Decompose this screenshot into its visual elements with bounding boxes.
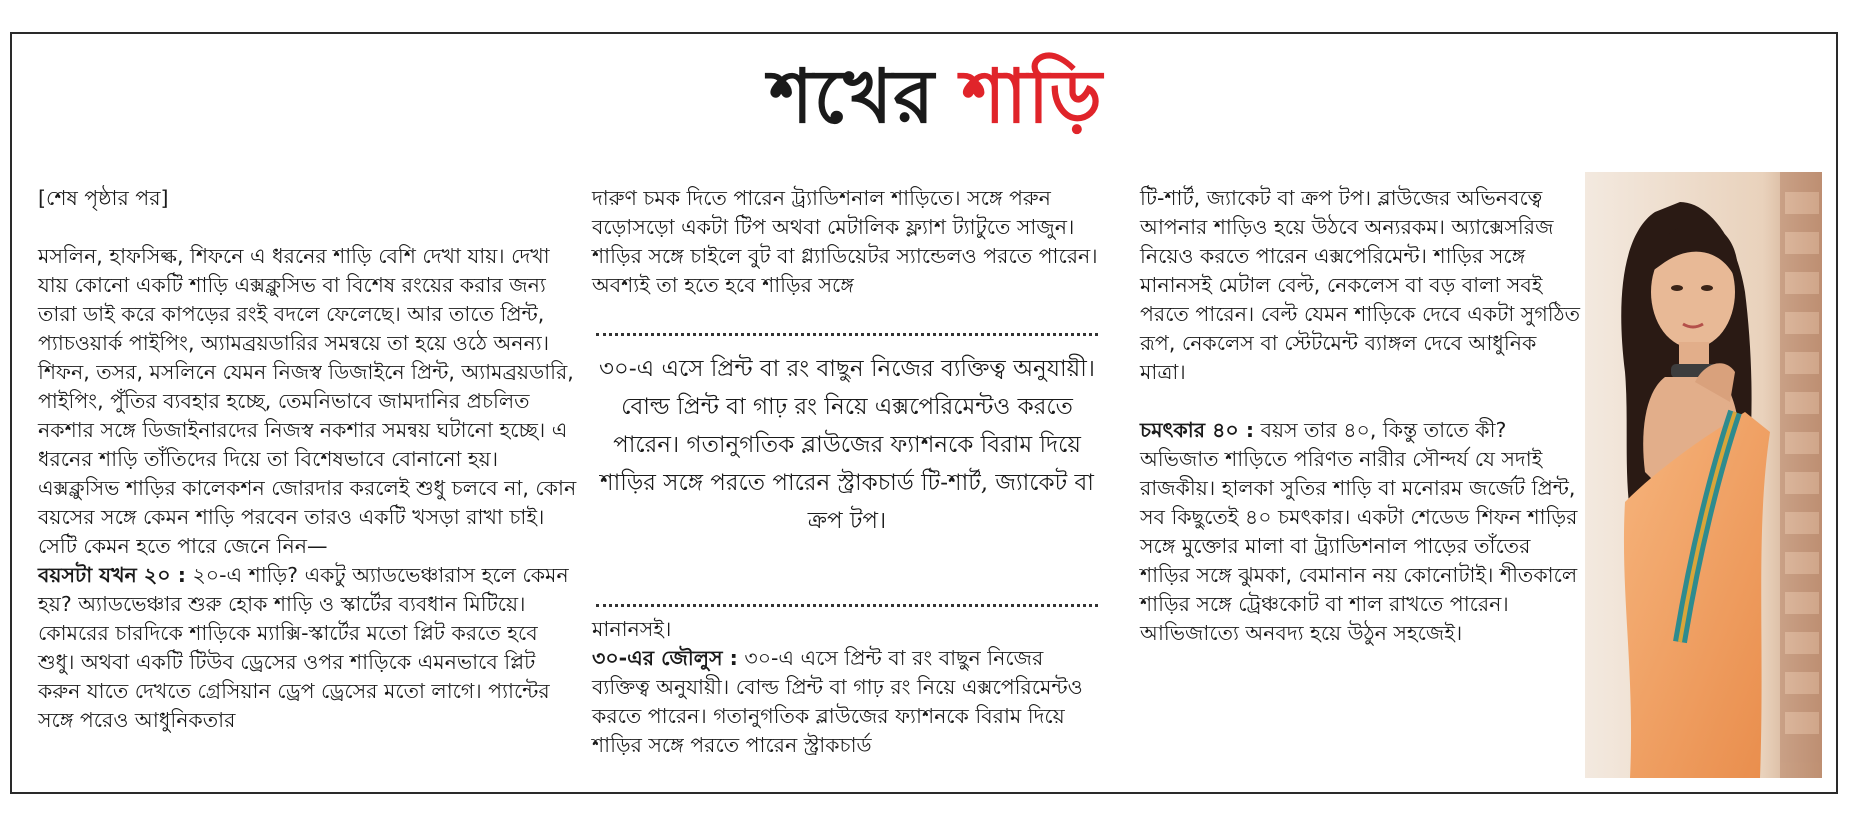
column-1	[38, 184, 578, 735]
model-photo	[1585, 172, 1822, 778]
paragraph-text: বয়স তার ৪০, কিন্তু তাতে কী? অভিজাত শাড়িতে পরিণত নারীর সৌন্দর্য যে সদাই রাজকীয়। হালকা সুতির শাড়ি বা মনোরম জর্জেট প্রিন্ট, সব কিছুতেই ৪০ চমৎকার। একটা শেডেড শিফন শাড়ির সঙ্গে মুক্তোর মালা বা ট্র্যাডিশনাল পাড়ের তাঁতের শাড়ির সঙ্গে ঝুমকা, বেমানান নয় কোনোটাই। শীতকালে শাড়ির সঙ্গে ট্রেঞ্চকোট বা শাল রাখতে পারেন। আভিজাত্যে অনবদ্য হয়ে উঠুন সহজেই।	[1140, 418, 1578, 645]
subheading-age-20: বয়সটা যখন ২০ :	[38, 563, 186, 587]
paragraph: দারুণ চমক দিতে পারেন ট্র্যাডিশনাল শাড়িতে। সঙ্গে পরুন বড়োসড়ো একটা টিপ অথবা মেটালিক ফ্ল্যাশ ট্যাটুতে সাজুন। শাড়ির সঙ্গে চাইলে বুট বা গ্ল্যাডিয়েটর স্যান্ডেলও পরতে পারেন। অবশ্যই তা হতে হবে শাড়ির সঙ্গে	[592, 186, 1098, 297]
paragraph: টি-শার্ট, জ্যাকেট বা ক্রপ টপ। ব্লাউজের অভিনবত্বে আপনার শাড়িও হয়ে উঠবে অন্যরকম। অ্যাক্সেসরিজ নিয়েও করতে পারেন এক্সপেরিমেন্ট। শাড়ির সঙ্গে মানানসই মেটাল বেল্ট, নেকলেস বা বড় বালা সবই পরতে পারেন। বেল্ট যেমন শাড়িকে দেবে একটা সুগঠিত রূপ, নেকলেস বা স্টেটমেন্ট ব্যাঙ্গল দেবে আধুনিক মাত্রা।	[1140, 186, 1580, 384]
brick-wall	[1780, 172, 1822, 778]
model-illustration	[1585, 172, 1822, 778]
title-part-black: শখের	[769, 54, 935, 140]
continued-label: [শেষ পৃষ্ঠার পর]	[38, 186, 169, 210]
pull-quote: ৩০-এ এসে প্রিন্ট বা রং বাছুন নিজের ব্যক্তিত্ব অনুযায়ী। বোল্ড প্রিন্ট বা গাঢ় রং নিয়ে এক্সপেরিমেন্টও করতে পারেন। গতানুগতিক ব্লাউজের ফ্যাশনকে বিরাম দিয়ে শাড়ির সঙ্গে পরতে পারেন স্ট্রাকচার্ড টি-শার্ট, জ্যাকেট বা ক্রপ টপ।	[598, 356, 1096, 534]
paragraph-text: ৩০-এ এসে প্রিন্ট বা রং বাছুন নিজের ব্যক্তিত্ব অনুযায়ী। বোল্ড প্রিন্ট বা গাঢ় রং নিয়ে এক্সপেরিমেন্টও করতে পারেন। গতানুগতিক ব্লাউজের ফ্যাশনকে বিরাম দিয়ে শাড়ির সঙ্গে পরতে পারেন স্ট্রাকচার্ড	[592, 646, 1083, 757]
column-2-top	[592, 184, 1102, 300]
divider-dotted-bottom	[596, 604, 1098, 607]
column-3	[1140, 184, 1580, 648]
article-title	[0, 52, 1872, 142]
paragraph: মানানসই।	[592, 617, 672, 641]
paragraph-age-20	[38, 561, 578, 735]
paragraph-text: ২০-এ শাড়ি? একটু অ্যাডভেঞ্চারাস হলে কেমন হয়? অ্যাডভেঞ্চার শুরু হোক শাড়ি ও স্কার্টের ব্যবধান মিটিয়ে। কোমরের চারদিকে শাড়িকে ম্যাক্সি-স্কার্টের মতো প্লিট করতে হবে শুধু। অথবা একটি টিউব ড্রেসের ওপর শাড়িকে এমনভাবে প্লিট করুন যাতে দেখতে গ্রেসিয়ান ড্রেপ ড্রেসের মতো লাগে। প্যান্টের সঙ্গে পরেও আধুনিকতার	[38, 563, 569, 732]
subheading-age-40: চমৎকার ৪০ :	[1140, 418, 1255, 442]
title-part-red: শাড়ি	[961, 54, 1103, 140]
paragraph-age-30	[592, 644, 1102, 760]
subheading-age-30: ৩০-এর জৌলুস :	[592, 646, 738, 670]
divider-dotted-top	[596, 333, 1098, 336]
column-2-bottom	[592, 615, 1102, 760]
paragraph-age-40	[1140, 416, 1580, 648]
paragraph: মসলিন, হাফসিল্ক, শিফনে এ ধরনের শাড়ি বেশি দেখা যায়। দেখা যায় কোনো একটি শাড়ি এক্সক্লুসিভ বা বিশেষ রংয়ের করার জন্য তারা ডাই করে কাপড়ের রংই বদলে ফেলেছে। আর তাতে প্রিন্ট, প্যাচওয়ার্ক পাইপিং, অ্যামব্রয়ডারির সমন্বয়ে তা হয়ে ওঠে অনন্য। শিফন, তসর, মসলিনে যেমন নিজস্ব ডিজাইনে প্রিন্ট, অ্যামব্রয়ডারি, পাইপিং, পুঁতির ব্যবহার হচ্ছে, তেমনিভাবে জামদানির প্রচলিত নকশার সঙ্গে ডিজাইনারদের নিজস্ব নকশার সমন্বয় ঘটানো হচ্ছে। এ ধরনের শাড়ি তাঁতিদের দিয়ে তা বিশেষভাবে বোনানো হয়। এক্সক্লুসিভ শাড়ির কালেকশন জোরদার করলেই শুধু চলবে না, কোন বয়সের সঙ্গে কেমন শাড়ি পরবেন তারও একটি খসড়া রাখা চাই। সেটি কেমন হতে পারে জেনে নিন—	[38, 244, 577, 558]
